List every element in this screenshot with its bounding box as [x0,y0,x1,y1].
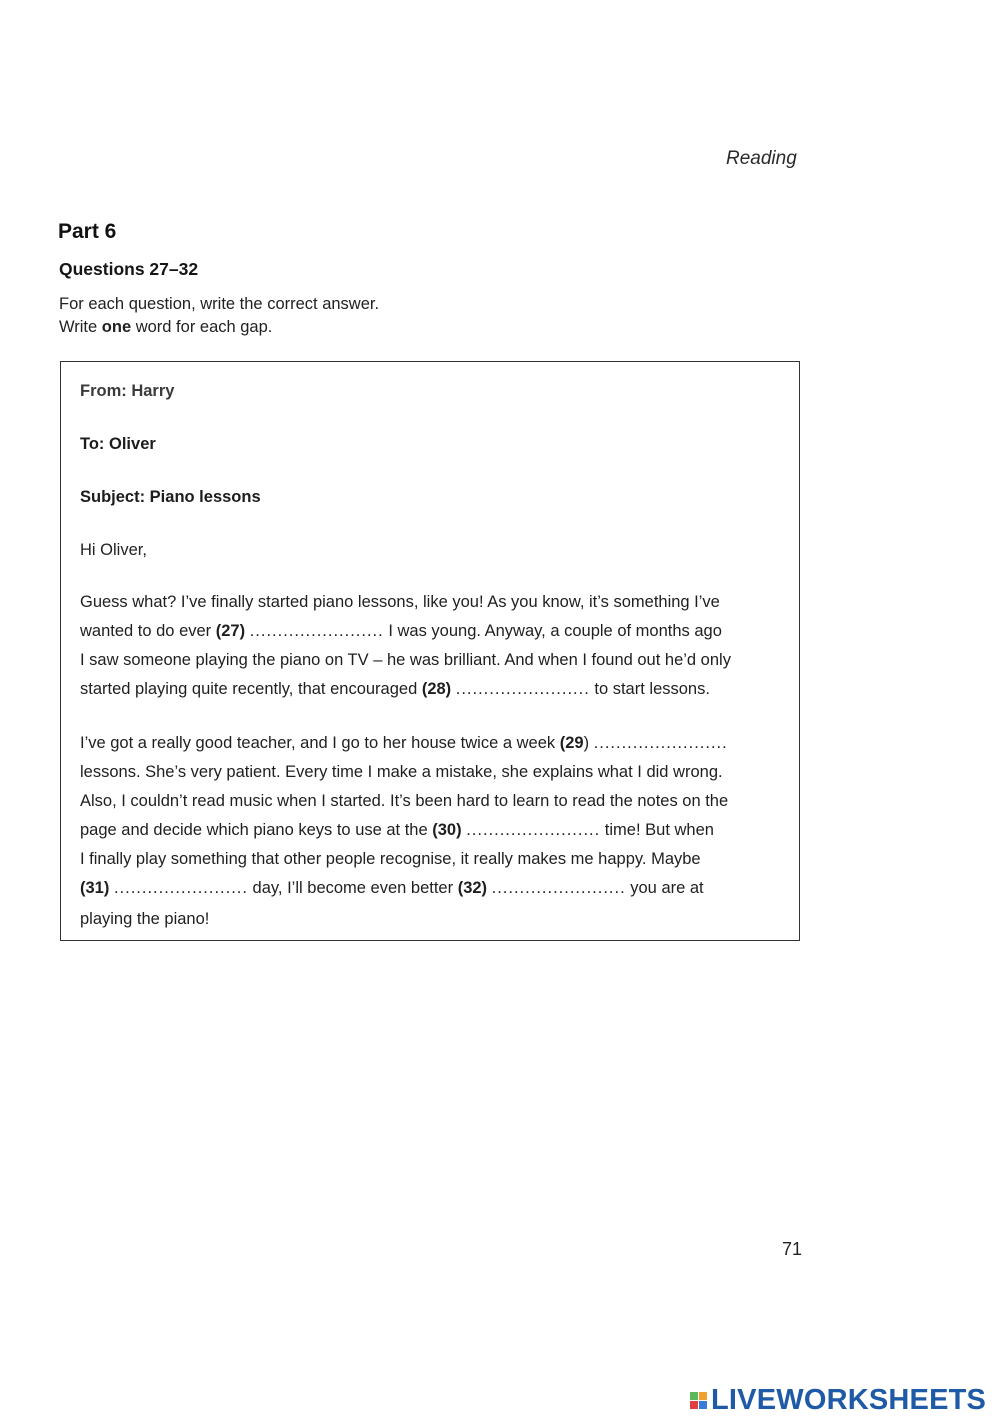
paragraph1-line4: started playing quite recently, that encouraged (28) ........................ to start lessons. [80,680,710,698]
liveworksheets-mark-icon [690,1392,707,1409]
paragraph2-line6: (31) ........................ day, I’ll become even better (32) ........................ you are at [80,879,704,897]
mark-square-blue [699,1401,707,1409]
liveworksheets-wordmark: LIVEWORKSHEETS [711,1384,987,1416]
gap-32-number: (32) [457,879,488,897]
gap-30-blank[interactable]: ........................ [466,821,601,839]
instruction-emphasis: one [101,318,132,336]
instruction-line-2: Write one word for each gap. [59,318,273,336]
gap-31-number: (31) [80,879,110,897]
gap-29-number: (29 [559,734,584,752]
liveworksheets-logo[interactable] [690,1384,986,1417]
gap-27-blank[interactable]: ........................ [249,622,384,640]
mark-square-orange [699,1392,707,1400]
questions-range: Questions 27–32 [59,259,199,279]
paragraph1-line1: Guess what? I’ve finally started piano lessons, like you! As you know, it’s something I’ve [80,593,720,611]
email-to: To: Oliver [80,435,156,453]
email-greeting: Hi Oliver, [80,541,147,559]
page-number: 71 [782,1239,803,1259]
gap-28-number: (28) [421,680,452,698]
part-title: Part 6 [58,220,117,243]
gap-28-blank[interactable]: ........................ [455,680,590,698]
paragraph2-line1: I’ve got a really good teacher, and I go to her house twice a week (29) ........................ [80,734,728,752]
gap-32-blank[interactable]: ........................ [491,879,626,897]
gap-27-number: (27) [215,622,246,640]
section-label: Reading [726,148,797,169]
mark-square-red [690,1401,698,1409]
paragraph2-line7: playing the piano! [80,910,210,928]
email-subject: Subject: Piano lessons [80,488,261,506]
paragraph1-line2: wanted to do ever (27) ........................ I was young. Anyway, a couple of months ago [80,622,722,640]
paragraph2-line5: I finally play something that other people recognise, it really makes me happy. Maybe [80,850,701,868]
paragraph1-line3: I saw someone playing the piano on TV – he was brilliant. And when I found out he’d only [80,651,731,669]
gap-30-number: (30) [432,821,462,839]
paragraph2-line3: Also, I couldn’t read music when I started. It’s been hard to learn to read the notes on the [80,792,729,810]
paragraph2-line4: page and decide which piano keys to use at the (30) ........................ time! But when [80,821,714,839]
mark-square-green [690,1392,698,1400]
email-from: From: Harry [80,382,175,400]
gap-31-blank[interactable]: ........................ [113,879,248,897]
paragraph2-line2: lessons. She’s very patient. Every time I make a mistake, she explains what I did wrong. [80,763,723,781]
gap-29-blank[interactable]: ........................ [593,734,728,752]
instruction-line-1: For each question, write the correct answer. [59,295,380,313]
